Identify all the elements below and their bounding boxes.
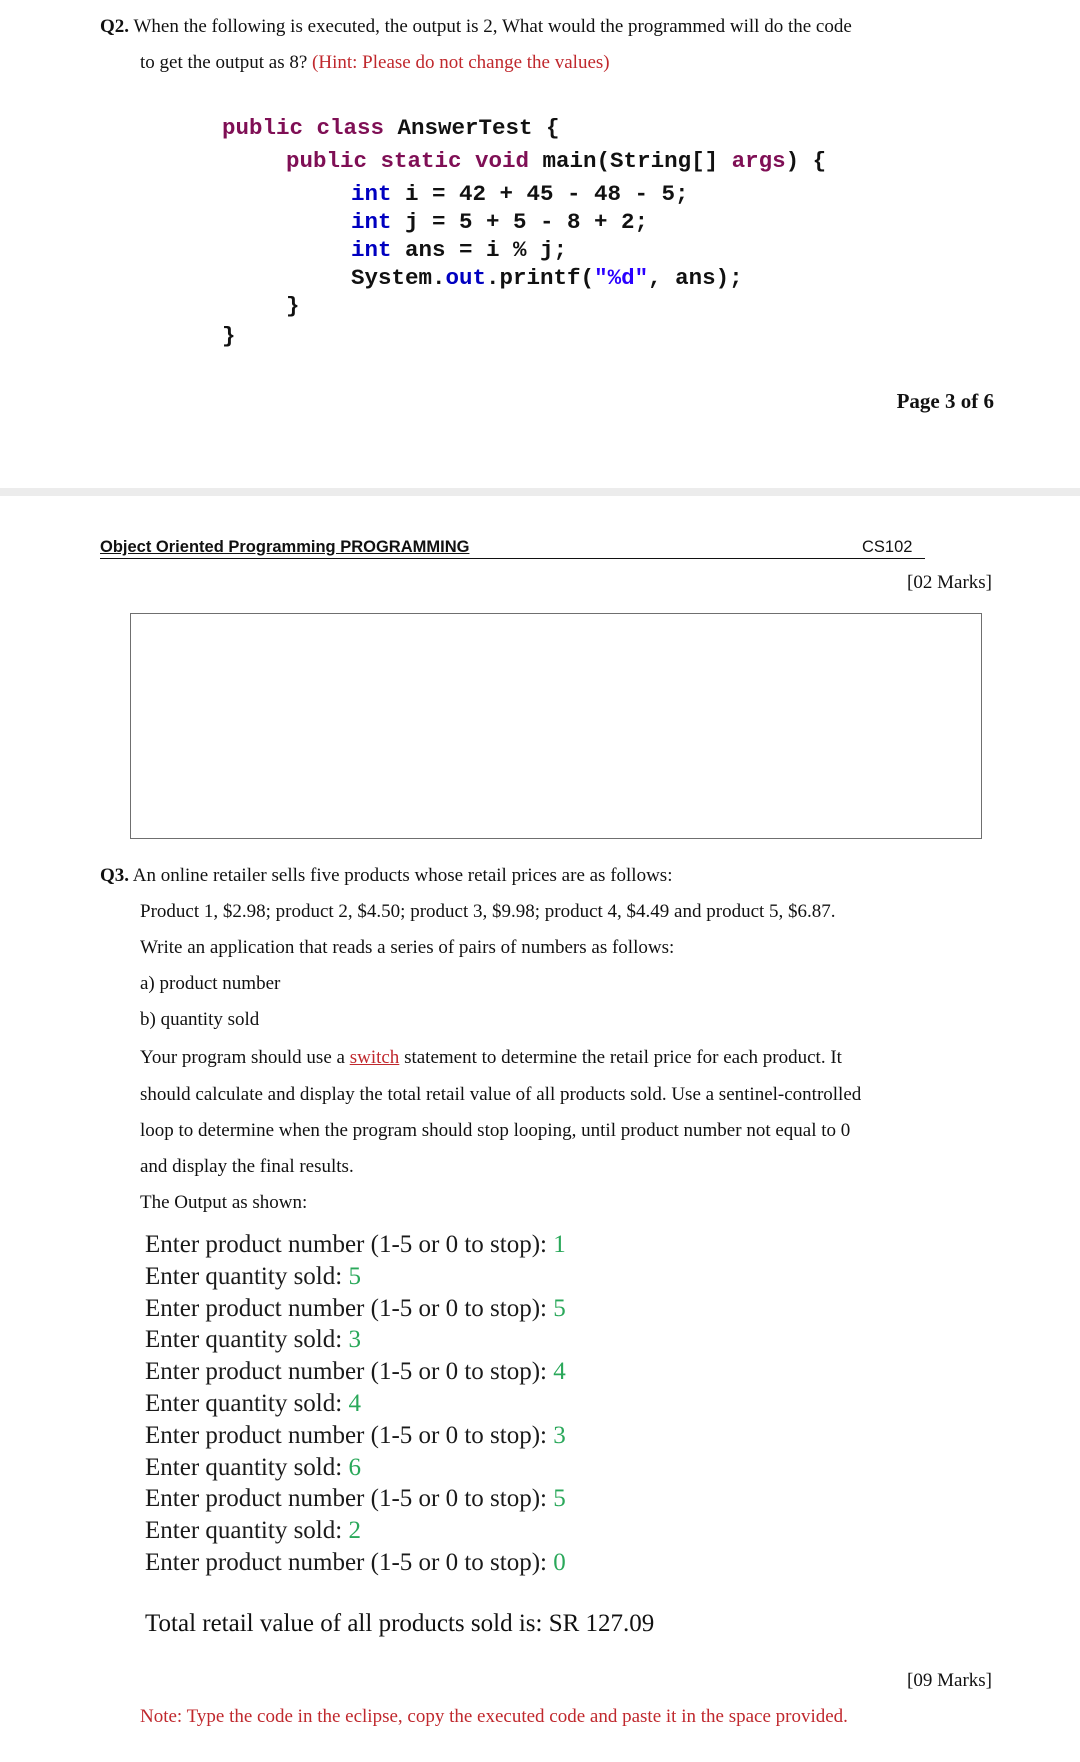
console-input: 3: [553, 1421, 566, 1449]
code-keyword: int: [351, 209, 392, 235]
console-line: [145, 1324, 566, 1356]
page-3-bottom: [0, 0, 1080, 488]
code-text: AnswerTest {: [384, 115, 560, 141]
console-input: 3: [348, 1326, 361, 1354]
console-prompt: Enter product number (1-5 or 0 to stop):: [145, 1548, 554, 1576]
q3-marks: [09 Marks]: [907, 1670, 992, 1691]
console-prompt: Enter product number (1-5 or 0 to stop):: [145, 1358, 554, 1386]
console-line: [145, 1388, 566, 1420]
q3-item-b: b) quantity sold: [140, 1009, 260, 1030]
console-line: [145, 1420, 566, 1452]
q3-intro: An online retailer sells five products whose retail prices are as follows:: [132, 865, 673, 886]
console-line: [145, 1356, 566, 1388]
code-text: .printf(: [486, 265, 595, 291]
q2-number: Q2.: [100, 16, 130, 37]
code-close-outer: }: [222, 323, 236, 349]
console-input: 1: [553, 1231, 566, 1258]
code-text: i = 42 + 45 - 48 - 5;: [391, 181, 689, 207]
console-prompt: Enter product number (1-5 or 0 to stop):: [145, 1421, 554, 1449]
q2-marks: [02 Marks]: [907, 572, 992, 593]
q3-output-label: The Output as shown:: [140, 1192, 308, 1213]
q3-intro-line: [100, 863, 672, 889]
console-input: 5: [348, 1262, 361, 1290]
code-text: ans = i % j;: [391, 237, 568, 263]
q2-answer-box[interactable]: [130, 613, 982, 839]
code-string: "%d": [594, 265, 649, 291]
q2-text-line2: to get the output as 8?: [140, 52, 308, 73]
switch-link[interactable]: switch: [349, 1047, 400, 1068]
console-line: [145, 1452, 566, 1484]
code-line-i: [351, 180, 689, 208]
code-field: out: [445, 265, 487, 291]
sample-output: [145, 1229, 566, 1579]
page-number: Page 3 of 6: [896, 389, 994, 413]
console-prompt: Enter quantity sold:: [145, 1389, 349, 1417]
submission-note: Note: Type the code in the eclipse, copy the executed code and paste it in the space provided.: [140, 1706, 848, 1727]
code-keyword: public class: [222, 115, 385, 141]
console-input: 5: [553, 1485, 566, 1513]
console-prompt: Enter product number (1-5 or 0 to stop):: [145, 1294, 554, 1322]
console-line: [145, 1293, 566, 1325]
q2-text-line1: When the following is executed, the output is 2, What would the programmed will do the code: [133, 16, 852, 37]
q3-paragraph-line3: loop to determine when the program should stop looping, until product number not equal to 0: [140, 1120, 851, 1141]
console-input: 4: [348, 1389, 361, 1417]
code-line-main: [286, 147, 826, 175]
header-rule: [100, 558, 925, 559]
code-text: j = 5 + 5 - 8 + 2;: [391, 209, 649, 235]
console-prompt: Enter quantity sold:: [145, 1326, 349, 1354]
q3-p1-post: statement to determine the retail price for each product. It: [399, 1047, 842, 1068]
console-line: [145, 1483, 566, 1515]
console-input: 4: [553, 1358, 566, 1386]
q3-item-a: a) product number: [140, 973, 281, 994]
console-prompt: Enter product number (1-5 or 0 to stop):: [145, 1485, 554, 1513]
q3-paragraph-line2: should calculate and display the total retail value of all products sold. Use a sentinel-controlled: [140, 1084, 862, 1105]
code-text: ) {: [785, 148, 827, 174]
code-line-class: [222, 114, 560, 142]
code-line-printf: [351, 264, 743, 292]
q3-instruction: Write an application that reads a series of pairs of numbers as follows:: [140, 937, 675, 958]
code-param: args: [731, 148, 786, 174]
console-input: 2: [348, 1517, 361, 1545]
total-retail-value: Total retail value of all products sold is: SR 127.09: [145, 1610, 655, 1637]
course-title: Object Oriented Programming PROGRAMMING: [100, 538, 470, 556]
code-line-j: [351, 208, 648, 236]
code-text: System.: [351, 265, 446, 291]
q3-paragraph-line4: and display the final results.: [140, 1156, 354, 1177]
code-keyword: public static void: [286, 148, 530, 174]
code-keyword: int: [351, 181, 392, 207]
page-4-top: [0, 496, 1080, 1762]
q3-number: Q3.: [100, 865, 130, 886]
q2-question-line1: [100, 14, 852, 40]
q3-paragraph-line1: [140, 1045, 842, 1071]
code-line-ans: [351, 236, 567, 264]
console-prompt: Enter quantity sold:: [145, 1453, 349, 1481]
course-code: CS102: [862, 538, 913, 556]
console-input: 5: [553, 1294, 566, 1322]
console-prompt: Enter quantity sold:: [145, 1517, 349, 1545]
console-prompt: Enter quantity sold:: [145, 1262, 349, 1290]
code-text: main(String[]: [529, 148, 732, 174]
console-line: [145, 1261, 566, 1293]
q3-p1-pre: Your program should use a: [140, 1047, 350, 1068]
code-close-inner: }: [286, 293, 300, 319]
console-line: [145, 1547, 566, 1579]
page-separator: [0, 488, 1080, 496]
code-keyword: int: [351, 237, 392, 263]
code-text: , ans);: [648, 265, 743, 291]
console-prompt: Enter product number (1-5 or 0 to stop):: [145, 1231, 554, 1258]
console-line: [145, 1229, 566, 1261]
q3-prices: Product 1, $2.98; product 2, $4.50; product 3, $9.98; product 4, $4.49 and product 5, $6.87.: [140, 901, 836, 922]
q2-question-line2: [140, 50, 610, 76]
q2-hint: (Hint: Please do not change the values): [312, 52, 610, 73]
console-input: 0: [553, 1548, 566, 1576]
console-input: 6: [348, 1453, 361, 1481]
console-line: [145, 1515, 566, 1547]
